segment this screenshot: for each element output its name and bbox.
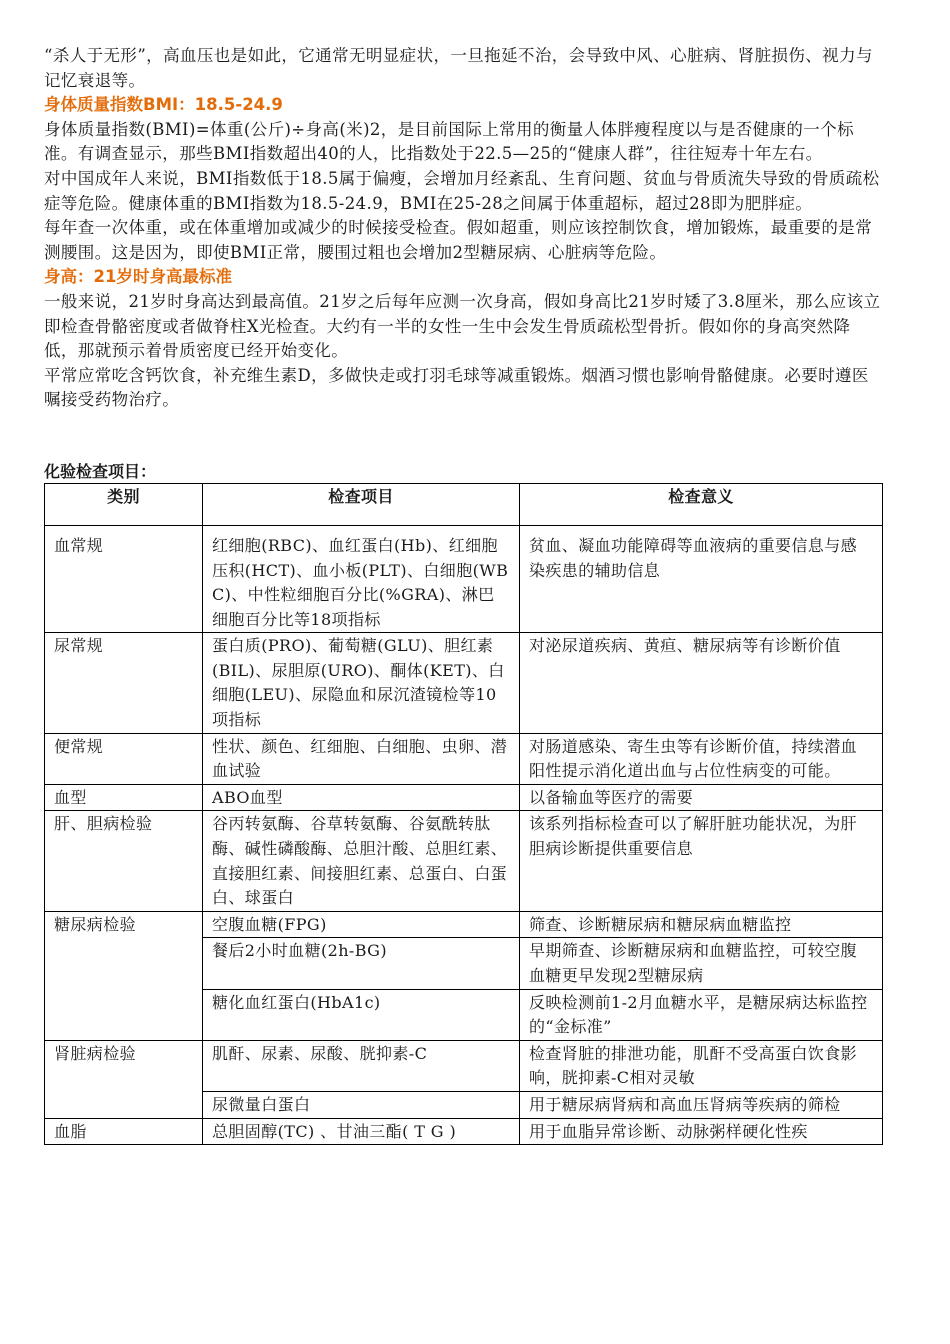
meaning-cell: 用于血脂异常诊断、动脉粥样硬化性疾	[520, 1118, 883, 1145]
meaning-cell: 检查肾脏的排泄功能，肌酐不受高蛋白饮食影响，胱抑素-C相对灵敏	[520, 1040, 883, 1091]
item-cell: 谷丙转氨酶、谷草转氨酶、谷氨酰转肽酶、碱性磷酸酶、总胆汁酸、总胆红素、直接胆红素、间接胆红素、总蛋白、白蛋白、球蛋白	[203, 811, 520, 911]
category-cell: 肾脏病检验	[45, 1040, 203, 1118]
item-cell: 肌酐、尿素、尿酸、胱抑素-C	[203, 1040, 520, 1091]
intro-paragraph: “杀人于无形”，高血压也是如此，它通常无明显症状，一旦拖延不治，会导致中风、心脏病、肾脏损伤、视力与记忆衰退等。	[44, 46, 873, 90]
header-meaning: 检查意义	[520, 483, 883, 525]
category-cell: 糖尿病检验	[45, 911, 203, 1040]
item-cell: 红细胞(RBC)、血红蛋白(Hb)、红细胞压积(HCT)、血小板(PLT)、白细胞(WBC)、中性粒细胞百分比(%GRA)、淋巴细胞百分比等18项指标	[203, 525, 520, 632]
meaning-cell: 筛查、诊断糖尿病和糖尿病血糖监控	[520, 911, 883, 938]
meaning-cell: 以备输血等医疗的需要	[520, 784, 883, 811]
category-cell: 血脂	[45, 1118, 203, 1145]
height-paragraph-2: 平常应常吃含钙饮食，补充维生素D，多做快走或打羽毛球等减重锻炼。烟酒习惯也影响骨骼健康。必要时遵医嘱接受药物治疗。	[44, 365, 869, 410]
meaning-cell: 用于糖尿病肾病和高血压肾病等疾病的筛检	[520, 1091, 883, 1118]
spacer	[44, 413, 884, 461]
height-paragraph-1: 一般来说，21岁时身高达到最高值。21岁之后每年应测一次身高，假如身高比21岁时矮了3.8厘米，那么应该立即检查骨骼密度或者做脊柱X光检查。大约有一半的女性一生中会发生骨质疏松型骨折。假如你的身高突然降低，那就预示着骨质密度已经开始变化。	[44, 291, 881, 361]
header-category: 类别	[45, 483, 203, 525]
category-cell: 血型	[45, 784, 203, 811]
table-row-liver	[45, 811, 883, 911]
meaning-cell: 反映检测前1-2月血糖水平，是糖尿病达标监控的“金标准”	[520, 989, 883, 1040]
item-cell: ABO血型	[203, 784, 520, 811]
document-page	[44, 44, 884, 1145]
meaning-cell: 对肠道感染、寄生虫等有诊断价值，持续潜血阳性提示消化道出血与占位性病变的可能。	[520, 733, 883, 784]
category-cell: 便常规	[45, 733, 203, 784]
table-header-row	[45, 483, 883, 525]
item-cell: 总胆固醇(TC) 、甘油三酯( T G )	[203, 1118, 520, 1145]
category-cell: 肝、胆病检验	[45, 811, 203, 911]
table-row-kidney-1	[45, 1040, 883, 1091]
height-heading: 身高：21岁时身高最标准	[44, 267, 232, 287]
item-cell: 性状、颜色、红细胞、白细胞、虫卵、潜血试验	[203, 733, 520, 784]
item-cell: 尿微量白蛋白	[203, 1091, 520, 1118]
table-row-blood	[45, 525, 883, 632]
table-row-lipid	[45, 1118, 883, 1145]
category-cell: 血常规	[45, 525, 203, 632]
item-cell: 餐后2小时血糖(2h-BG)	[203, 938, 520, 989]
item-cell: 糖化血红蛋白(HbA1c)	[203, 989, 520, 1040]
meaning-cell: 早期筛查、诊断糖尿病和血糖监控，可较空腹血糖更早发现2型糖尿病	[520, 938, 883, 989]
meaning-cell: 对泌尿道疾病、黄疸、糖尿病等有诊断价值	[520, 633, 883, 733]
table-row-bloodtype	[45, 784, 883, 811]
lab-table	[44, 483, 883, 1145]
table-row-stool	[45, 733, 883, 784]
item-cell: 蛋白质(PRO)、葡萄糖(GLU)、胆红素(BIL)、尿胆原(URO)、酮体(KET)、白细胞(LEU)、尿隐血和尿沉渣镜检等10项指标	[203, 633, 520, 733]
lab-section-title: 化验检查项目：	[44, 461, 157, 481]
bmi-paragraph-1: 身体质量指数(BMI)=体重(公斤)÷身高(米)2，是目前国际上常用的衡量人体胖瘦程度以与是否健康的一个标准。有调查显示，那些BMI指数超出40的人，比指数处于22.5—25的“健康人群”，往往短寿十年左右。	[44, 119, 855, 164]
item-cell: 空腹血糖(FPG)	[203, 911, 520, 938]
bmi-heading: 身体质量指数BMI：18.5-24.9	[44, 95, 283, 115]
meaning-cell: 贫血、凝血功能障碍等血液病的重要信息与感染疾患的辅助信息	[520, 525, 883, 632]
category-cell: 尿常规	[45, 633, 203, 733]
bmi-paragraph-3: 每年查一次体重，或在体重增加或减少的时候接受检查。假如超重，则应该控制饮食，增加锻炼，最重要的是常测腰围。这是因为，即使BMI正常，腰围过粗也会增加2型糖尿病、心脏病等危险。	[44, 218, 873, 262]
meaning-cell: 该系列指标检查可以了解肝脏功能状况，为肝胆病诊断提供重要信息	[520, 811, 883, 911]
header-item: 检查项目	[203, 483, 520, 525]
table-row-diabetes-1	[45, 911, 883, 938]
table-row-urine	[45, 633, 883, 733]
bmi-paragraph-2: 对中国成年人来说，BMI指数低于18.5属于偏瘦，会增加月经紊乱、生育问题、贫血与骨质流失导致的骨质疏松症等危险。健康体重的BMI指数为18.5-24.9，BMI在25-28之间属于体重超标，超过28即为肥胖症。	[44, 168, 880, 213]
